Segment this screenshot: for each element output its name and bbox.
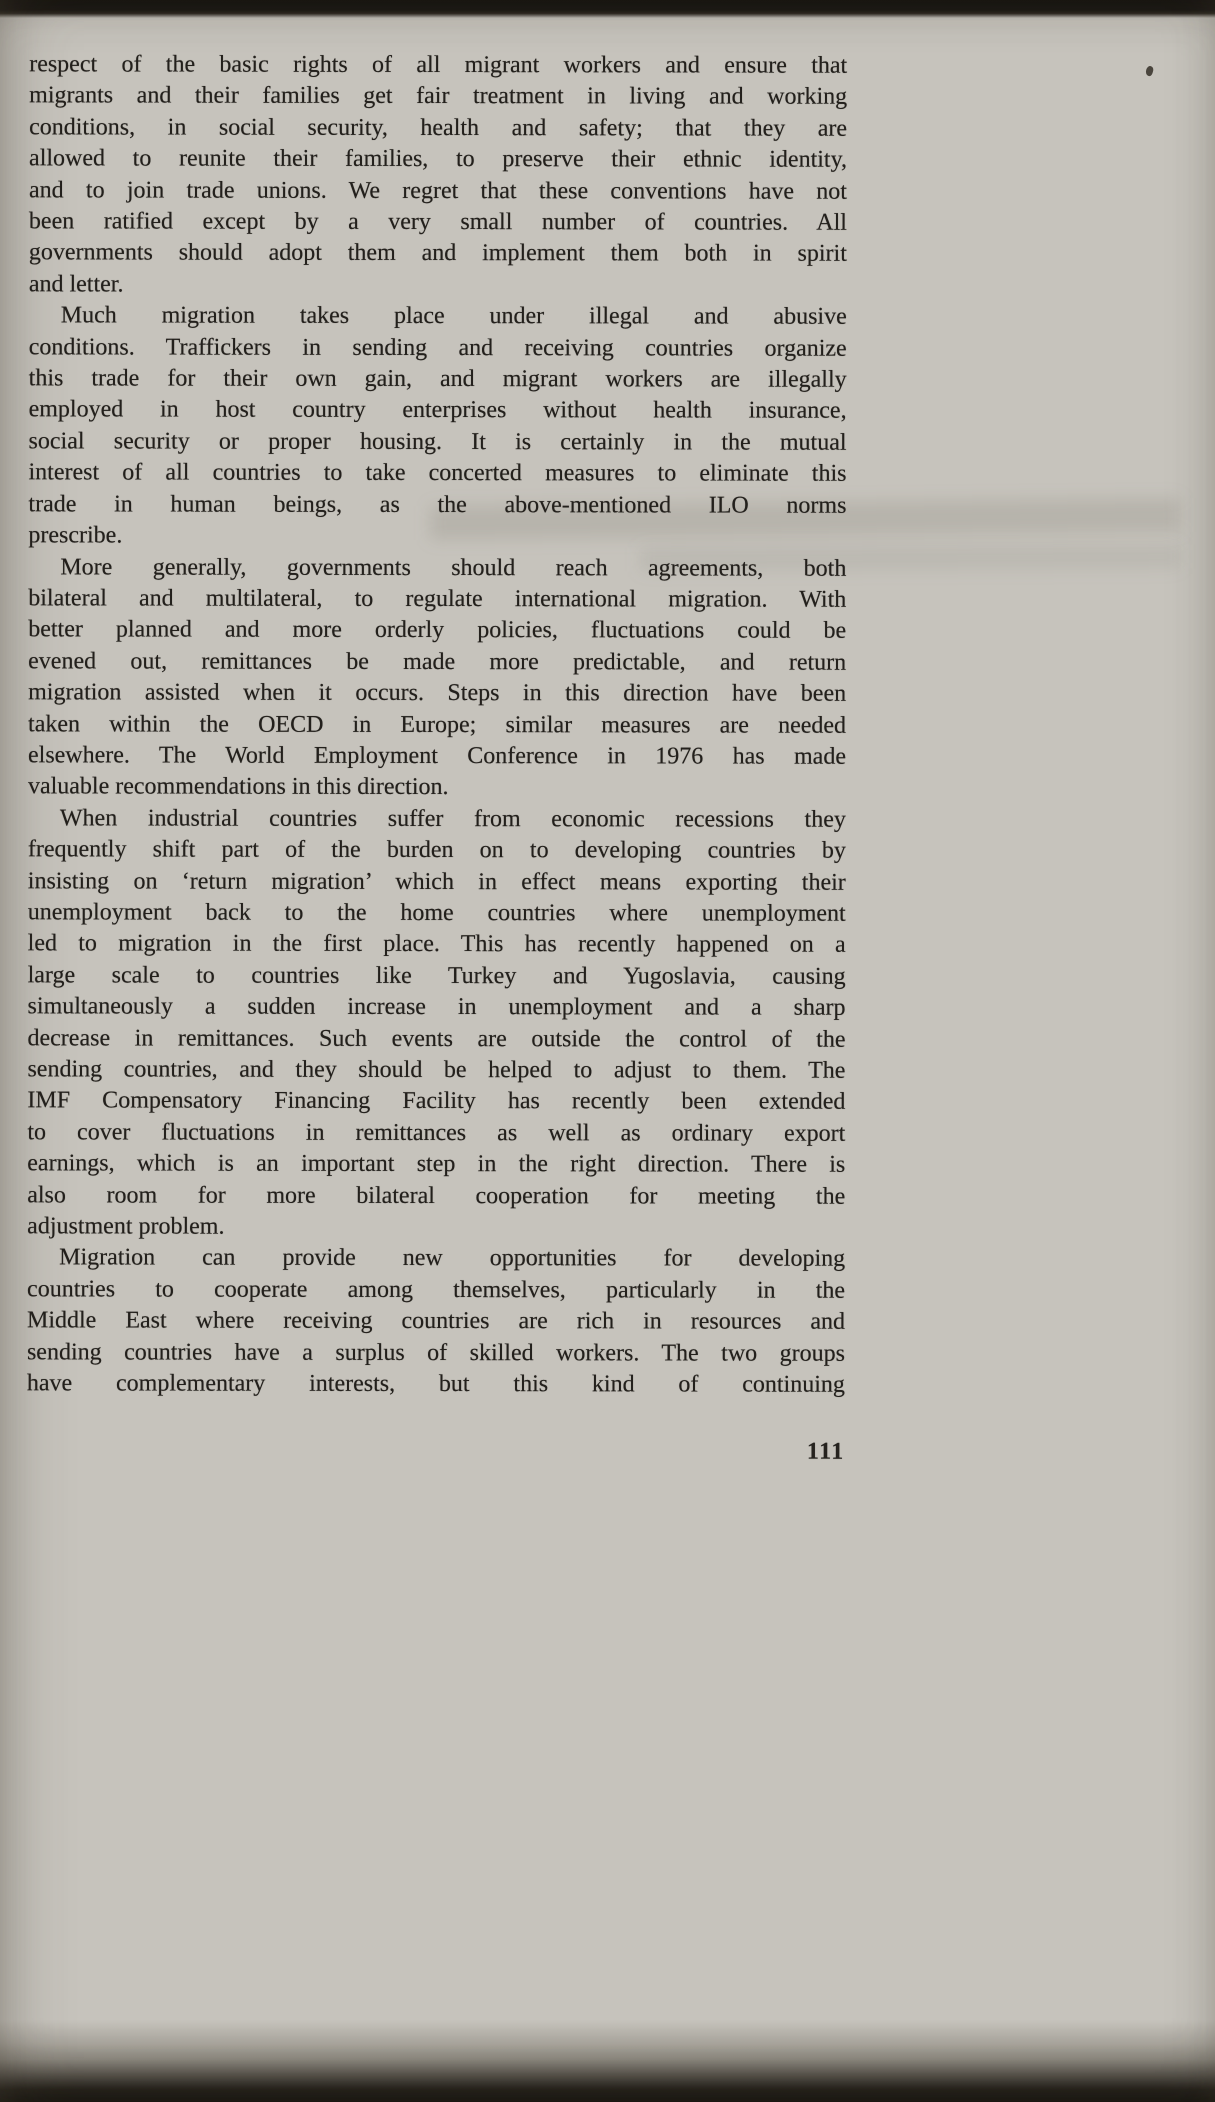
text-line: valuable recommendations in this direction. xyxy=(27,773,449,801)
text-line: migrants and their families get fair treatment in living and working xyxy=(29,82,848,111)
text-line: decrease in remittances. Such events are outside the control of the xyxy=(27,1024,846,1053)
text-line: IMF Compensatory Financing Facility has recently been extended xyxy=(27,1087,846,1116)
text-line: sending countries, and they should be helped to adjust to them. The xyxy=(27,1056,846,1084)
text-line: earnings, which is an important step in the right direction. There is xyxy=(27,1150,846,1178)
scan-speck xyxy=(1145,65,1155,77)
text-line: to cover fluctuations in remittances as well as ordinary export xyxy=(27,1119,846,1147)
text-line: large scale to countries like Turkey and Yugoslavia, causing xyxy=(27,962,846,990)
text-line: and to join trade unions. We regret that these conventions have not xyxy=(28,176,848,205)
text-line: allowed to reunite their families, to preserve their ethnic identity, xyxy=(29,145,848,173)
text-line: and letter. xyxy=(28,271,124,298)
text-line: unemployment back to the home countries where unemployment xyxy=(27,899,846,927)
text-line: governments should adopt them and implement them both in spirit xyxy=(28,239,847,268)
text-line: bilateral and multilateral, to regulate international migration. With xyxy=(28,585,847,613)
text-line: sending countries have a surplus of skilled workers. The two groups xyxy=(26,1338,845,1367)
text-line: simultaneously a sudden increase in unemployment and a sharp xyxy=(27,993,846,1021)
text-line: adjustment problem. xyxy=(27,1213,225,1240)
text-block xyxy=(27,49,847,1468)
text-line: frequently shift part of the burden on to developing countries by xyxy=(27,836,846,864)
page-number: 111 xyxy=(806,1439,845,1466)
text-line: respect of the basic rights of all migrant workers and ensure that xyxy=(29,51,848,79)
paragraph xyxy=(27,803,846,1244)
text-line: better planned and more orderly policies, fluctuations could be xyxy=(28,616,847,645)
text-line: countries to cooperate among themselves, particularly in the xyxy=(27,1276,846,1304)
body-text xyxy=(27,49,847,1401)
text-line: led to migration in the first place. This has recently happened on a xyxy=(27,930,846,959)
text-line: When industrial countries suffer from economic recessions they xyxy=(59,805,846,833)
text-line: this trade for their own gain, and migrant workers are illegally xyxy=(28,365,847,393)
book-bottom-edge xyxy=(0,2020,1215,2102)
text-line: interest of all countries to take concerted measures to eliminate this xyxy=(28,459,847,487)
text-line: taken within the OECD in Europe; similar measures are needed xyxy=(28,710,847,739)
text-line: Migration can provide new opportunities for developing xyxy=(59,1244,846,1273)
text-line: also room for more bilateral cooperation for meeting the xyxy=(27,1181,846,1210)
text-line: conditions, in social security, health and safety; that they are xyxy=(29,114,848,142)
text-line: Much migration takes place under illegal and abusive xyxy=(60,302,847,330)
text-line: elsewhere. The World Employment Conference in 1976 has made xyxy=(27,742,847,770)
paragraph xyxy=(27,1243,845,1401)
text-line: have complementary interests, but this kind of continuing xyxy=(26,1370,845,1398)
paragraph xyxy=(28,301,846,554)
book-top-edge xyxy=(0,0,1215,18)
text-line: evened out, remittances be made more predictable, and return xyxy=(28,648,847,676)
text-line: migration assisted when it occurs. Steps in this direction have been xyxy=(28,679,847,707)
text-line: prescribe. xyxy=(28,522,123,549)
text-line: been ratified except by a very small number of countries. All xyxy=(28,208,847,236)
text-line: trade in human beings, as the above-mentioned ILO norms xyxy=(28,490,847,519)
text-line: conditions. Traffickers in sending and receiving countries organize xyxy=(28,333,847,362)
text-line: Middle East where receiving countries are rich in resources and xyxy=(26,1307,846,1335)
text-line: social security or proper housing. It is certainly in the mutual xyxy=(28,428,847,456)
paragraph xyxy=(29,49,847,302)
text-line: insisting on ‘return migration’ which in effect means exporting their xyxy=(27,867,846,896)
paragraph xyxy=(28,552,846,805)
text-line: More generally, governments should reach agreements, both xyxy=(60,553,847,582)
text-line: employed in host country enterprises without health insurance, xyxy=(28,396,847,425)
